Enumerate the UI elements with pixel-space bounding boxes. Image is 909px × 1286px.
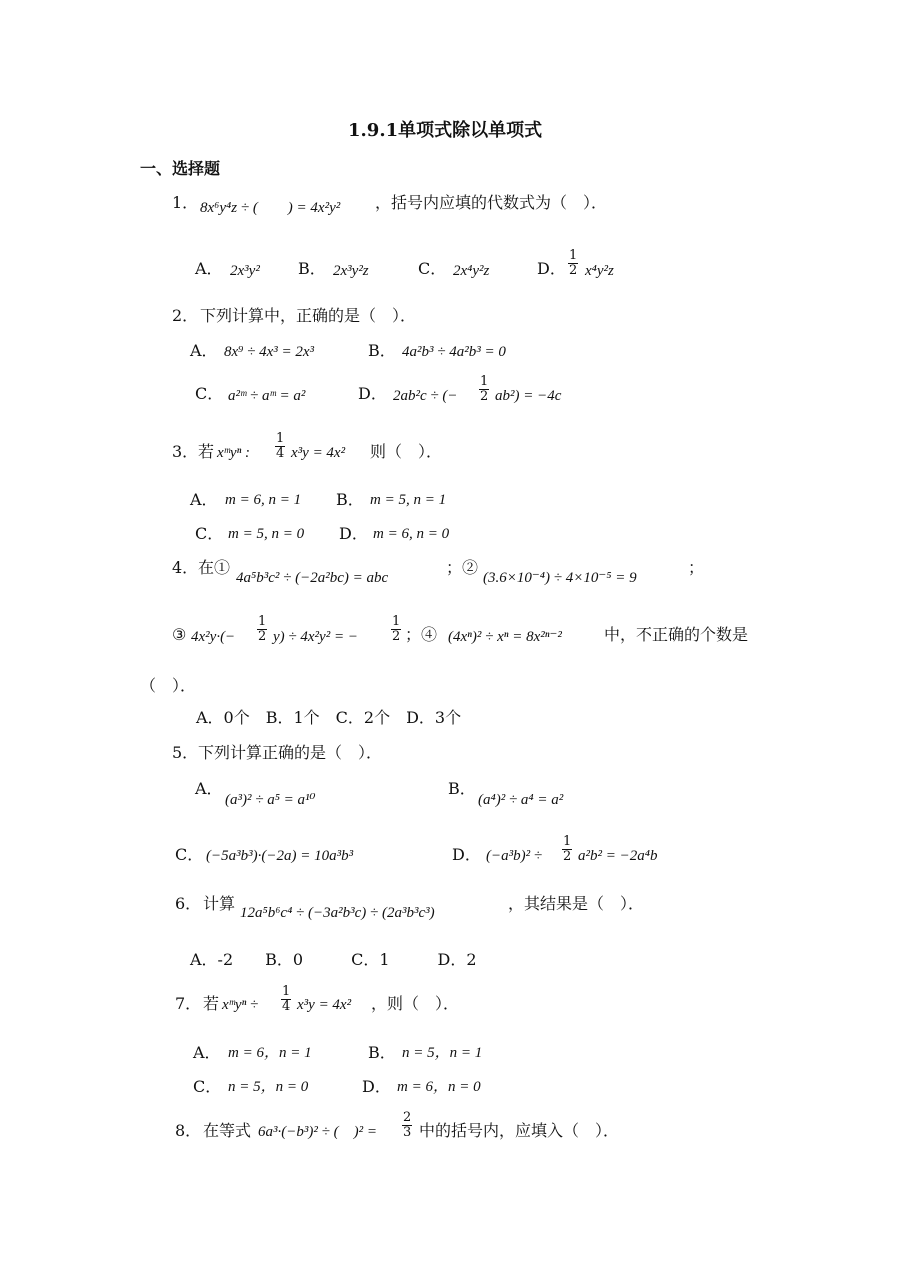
q7-pre: 若 xyxy=(203,994,220,1013)
q5-option-c: (−5a³b³)·(−2a) = 10a³b³ xyxy=(206,848,354,864)
fraction-numerator: 1 xyxy=(392,614,401,629)
q5-option-d: (−a³b)² ÷ xyxy=(486,848,543,864)
q6-post: ，其结果是（ ）． xyxy=(508,894,645,913)
q1-option-b-label: B． xyxy=(298,259,326,278)
q1-option-d: x⁴y²z xyxy=(585,263,614,279)
q3-pre: 若 xyxy=(198,442,215,461)
fraction-denominator: 2 xyxy=(258,629,267,644)
q4-statement-2: (3.6×10⁻⁴) ÷ 4×10⁻⁵ = 9 xyxy=(483,570,637,586)
q3-expression: xᵐyⁿ : xyxy=(217,445,251,461)
q2-option-c-label: C． xyxy=(195,384,224,403)
q1-option-c: 2x⁴y²z xyxy=(453,263,490,279)
q4-circle-3: ③ xyxy=(172,625,187,644)
fraction-denominator: 4 xyxy=(276,446,285,461)
q7-fraction xyxy=(281,985,291,1014)
q7-option-d-label: D． xyxy=(362,1077,391,1096)
q2-option-b: 4a²b³ ÷ 4a²b³ = 0 xyxy=(402,344,506,360)
q2-option-c: a²ᵐ ÷ aᵐ = a² xyxy=(228,388,306,404)
q2-option-d-rest: ab²) = −4c xyxy=(495,388,562,404)
fraction-numerator: 1 xyxy=(480,374,489,389)
q7-option-b-label: B． xyxy=(368,1043,396,1062)
q5-option-d-label: D． xyxy=(452,845,481,864)
q4-statement-4: (4xⁿ)² ÷ xⁿ = 8x²ⁿ⁻² xyxy=(448,629,562,645)
q8-number: 8． xyxy=(175,1121,202,1140)
q2-option-d: 2ab²c ÷ (− xyxy=(393,388,458,404)
q4-number: 4． xyxy=(172,558,199,577)
q4-statement-3-result-fraction xyxy=(391,615,401,644)
q3-post: 则（ ）． xyxy=(370,442,443,461)
fraction-denominator: 2 xyxy=(392,629,401,644)
q7-post: ，则（ ）． xyxy=(371,994,460,1013)
section-heading: 一、选择题 xyxy=(140,159,221,178)
fraction-denominator: 2 xyxy=(563,849,572,864)
fraction-numerator: 2 xyxy=(403,1110,412,1125)
q1-option-d-fraction xyxy=(568,249,578,278)
q5-option-d-rest: a²b² = −2a⁴b xyxy=(578,848,658,864)
q4-continuation: （ ）． xyxy=(140,676,197,695)
fraction-numerator: 1 xyxy=(563,834,572,849)
fraction-numerator: 1 xyxy=(258,614,267,629)
q3-option-b-label: B． xyxy=(336,490,364,509)
q7-option-c-label: C． xyxy=(193,1077,222,1096)
q1-option-d-label: D． xyxy=(537,259,566,278)
q5-option-a: (a³)² ÷ a⁵ = a¹⁰ xyxy=(225,792,316,808)
q3-expression-rest: x³y = 4x² xyxy=(291,445,346,461)
q7-number: 7． xyxy=(175,994,202,1013)
q1-expression: 8x⁶y⁴z ÷ ( ) = 4x²y² xyxy=(200,200,341,216)
q2-text: 下列计算中，正确的是（ ）． xyxy=(200,306,417,325)
q4-post: 中，不正确的个数是 xyxy=(604,625,749,644)
page-title: 1.9.1单项式除以单项式 xyxy=(348,120,543,141)
q3-option-c: m = 5, n = 0 xyxy=(228,526,305,542)
q3-fraction xyxy=(275,432,285,461)
q5-option-a-label: A． xyxy=(195,779,223,798)
q1-option-c-label: C． xyxy=(418,259,447,278)
q2-option-d-label: D． xyxy=(358,384,387,403)
q1-text: ，括号内应填的代数式为（ ）． xyxy=(375,193,608,212)
q3-option-c-label: C． xyxy=(195,524,224,543)
q6-number: 6． xyxy=(175,894,202,913)
q8-post: 中的括号内，应填入（ ）． xyxy=(419,1121,620,1140)
q7-expression-rest: x³y = 4x² xyxy=(297,997,352,1013)
q2-option-a: 8x⁹ ÷ 4x³ = 2x³ xyxy=(224,344,315,360)
q5-option-b-label: B． xyxy=(448,779,476,798)
q4-options: A．0个 B．1个 C．2个 D．3个 xyxy=(196,708,462,727)
q2-option-a-label: A． xyxy=(190,341,218,360)
q8-expression: 6a³·(−b³)² ÷ ( )² = xyxy=(258,1124,377,1140)
q4-sep-1: ；② xyxy=(446,558,479,577)
q3-number: 3． xyxy=(172,442,199,461)
q7-option-c: n = 5，n = 0 xyxy=(228,1079,309,1095)
q5-option-d-fraction xyxy=(562,835,572,864)
q3-option-a: m = 6, n = 1 xyxy=(225,492,302,508)
fraction-numerator: 1 xyxy=(282,984,291,999)
q4-statement-3: 4x²y·(− xyxy=(191,629,236,645)
q5-number: 5． xyxy=(172,743,199,762)
q1-option-a: 2x³y² xyxy=(230,263,260,279)
q7-option-d: m = 6，n = 0 xyxy=(397,1079,481,1095)
q4-pre: 在① xyxy=(198,558,231,577)
q1-number: 1． xyxy=(172,193,199,212)
fraction-denominator: 4 xyxy=(282,999,291,1014)
q5-option-b: (a⁴)² ÷ a⁴ = a² xyxy=(478,792,564,808)
q7-expression: xᵐyⁿ ÷ xyxy=(222,997,259,1013)
q2-option-b-label: B． xyxy=(368,341,396,360)
q7-option-b: n = 5，n = 1 xyxy=(402,1045,483,1061)
q5-text: 下列计算正确的是（ ）． xyxy=(198,743,383,762)
q4-sep-2: ； xyxy=(688,558,705,577)
fraction-numerator: 1 xyxy=(276,431,285,446)
q4-statement-1: 4a⁵b³c² ÷ (−2a²bc) = abc xyxy=(236,570,389,586)
q2-number: 2． xyxy=(172,306,199,325)
fraction-denominator: 2 xyxy=(569,263,578,278)
q6-options: A．-2 B．0 C．1 D．2 xyxy=(190,950,477,969)
q7-option-a: m = 6，n = 1 xyxy=(228,1045,312,1061)
q8-pre: 在等式 xyxy=(203,1121,252,1140)
q5-option-c-label: C． xyxy=(175,845,204,864)
fraction-denominator: 2 xyxy=(480,389,489,404)
q3-option-d-label: D． xyxy=(339,524,368,543)
q1-option-b: 2x³y²z xyxy=(333,263,369,279)
q1-option-a-label: A． xyxy=(195,259,223,278)
q6-pre: 计算 xyxy=(203,894,236,913)
q3-option-b: m = 5, n = 1 xyxy=(370,492,447,508)
fraction-denominator: 3 xyxy=(403,1125,412,1140)
fraction-numerator: 1 xyxy=(569,248,578,263)
q3-option-d: m = 6, n = 0 xyxy=(373,526,450,542)
q4-statement-3-rest: y) ÷ 4x²y² = − xyxy=(273,629,358,645)
q3-option-a-label: A． xyxy=(190,490,218,509)
q7-option-a-label: A． xyxy=(193,1043,221,1062)
q6-expression: 12a⁵b⁶c⁴ ÷ (−3a²b³c) ÷ (2a³b³c³) xyxy=(240,905,435,921)
q4-statement-3-fraction xyxy=(257,615,267,644)
q8-fraction xyxy=(402,1111,412,1140)
q4-sep-3: ；④ xyxy=(405,625,438,644)
q2-option-d-fraction xyxy=(479,375,489,404)
